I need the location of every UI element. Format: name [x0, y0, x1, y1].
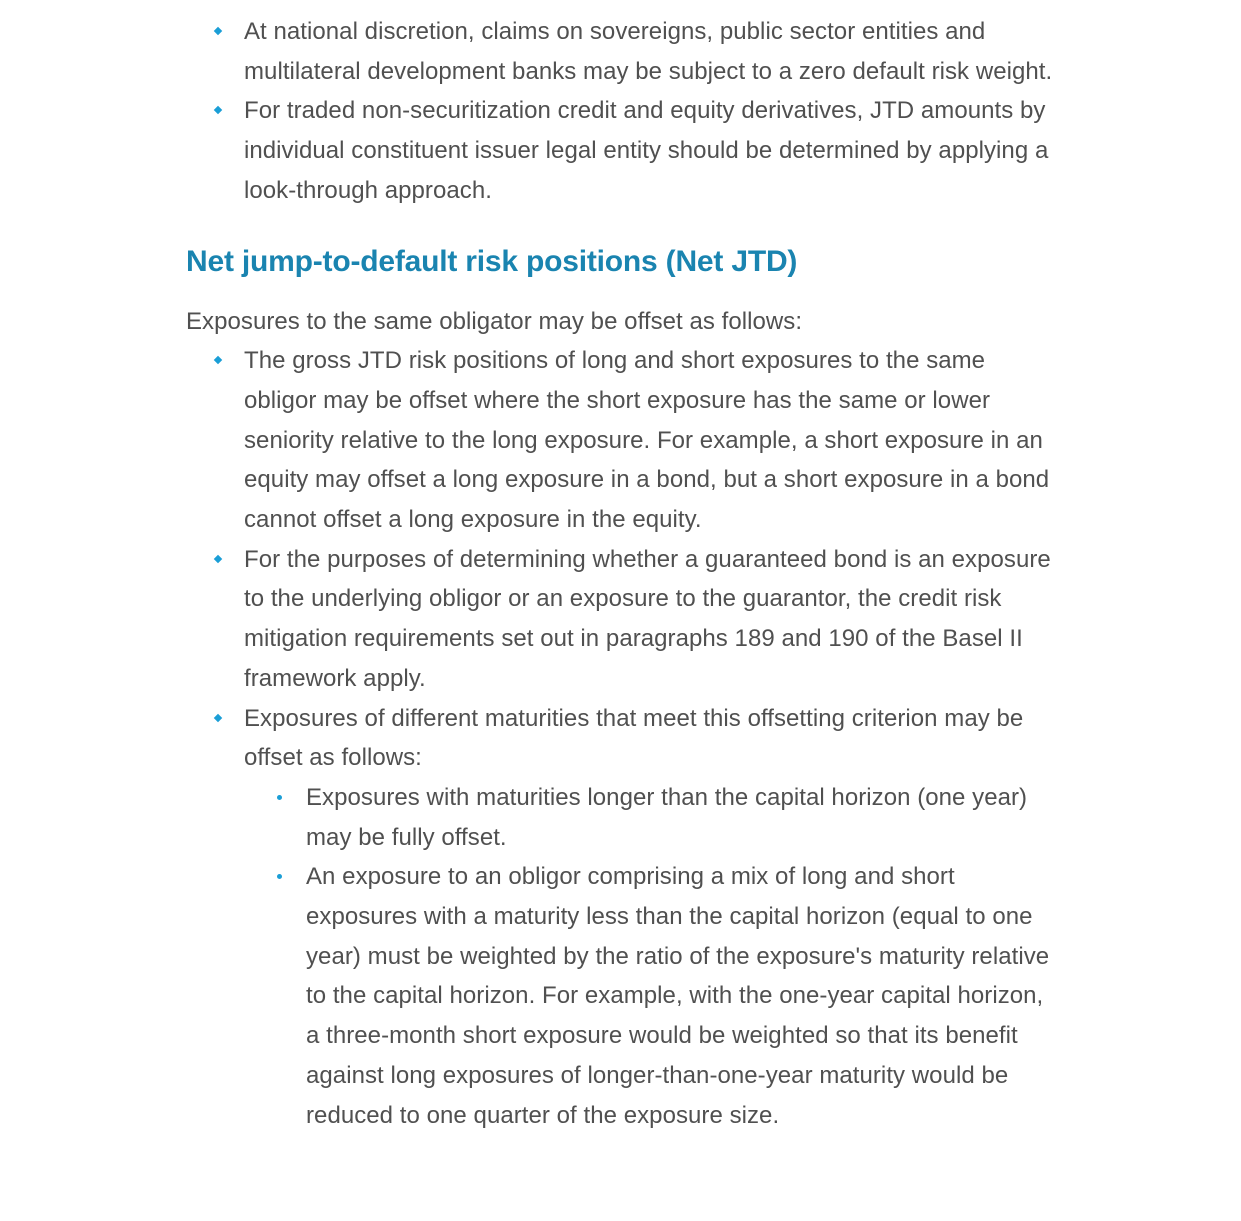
list-item	[186, 540, 1056, 699]
list-item	[186, 341, 1056, 540]
section-intro: Exposures to the same obligator may be offset as follows:	[186, 307, 803, 335]
sub-list-item-text: Exposures with maturities longer than the capital horizon (one year) may be fully offset.	[306, 783, 1028, 851]
list-item-text: At national discretion, claims on sovereigns, public sector entities and multilateral development banks may be subject to a zero default risk weight.	[244, 18, 1053, 85]
sub-list-item-text: An exposure to an obligor comprising a mix of long and short exposures with a maturity less than the capital horizon (equal to one year) must be weighted by the ratio of the exposure's maturity relative to the capital horizon. For example, with the one-year capital horizon, a three-month short exposure would be weighted so that its benefit against long exposures of longer-than-one-year maturity would be reduced to one quarter of the exposure size.	[306, 863, 1050, 1129]
document-body	[186, 12, 1056, 1135]
diamond-bullet-icon	[214, 713, 222, 721]
diamond-bullet-icon	[214, 27, 222, 35]
dot-bullet-icon	[277, 795, 282, 800]
diamond-bullet-icon	[214, 356, 222, 364]
list-item-text: For the purposes of determining whether a guaranteed bond is an exposure to the underlying obligor or an exposure to the guarantor, the credit risk mitigation requirements set out in paragraphs 189 and 190 of the Basel II framework apply.	[244, 545, 1051, 692]
top-bullet-list	[186, 12, 1056, 211]
list-item	[186, 91, 1056, 210]
dot-bullet-icon	[277, 874, 282, 879]
section-heading: Net jump-to-default risk positions (Net JTD)	[186, 244, 798, 278]
sub-list-item	[244, 857, 1056, 1135]
list-item	[186, 699, 1056, 1136]
list-item	[186, 12, 1056, 91]
list-item-text: For traded non-securitization credit and equity derivatives, JTD amounts by individual constituent issuer legal entity should be determined by applying a look-through approach.	[244, 97, 1049, 204]
sub-bullet-list	[244, 778, 1056, 1135]
list-item-text: The gross JTD risk positions of long and short exposures to the same obligor may be offset where the short exposure has the same or lower seniority relative to the long exposure. For example, a short exposure in an equity may offset a long exposure in a bond, but a short exposure in a bond cannot offset a long exposure in the equity.	[244, 347, 1050, 534]
section-bullet-list	[186, 341, 1056, 1135]
list-item-text: Exposures of different maturities that meet this offsetting criterion may be offset as follows:	[244, 704, 1024, 772]
sub-list-item	[244, 778, 1056, 857]
diamond-bullet-icon	[214, 106, 222, 114]
diamond-bullet-icon	[214, 554, 222, 562]
